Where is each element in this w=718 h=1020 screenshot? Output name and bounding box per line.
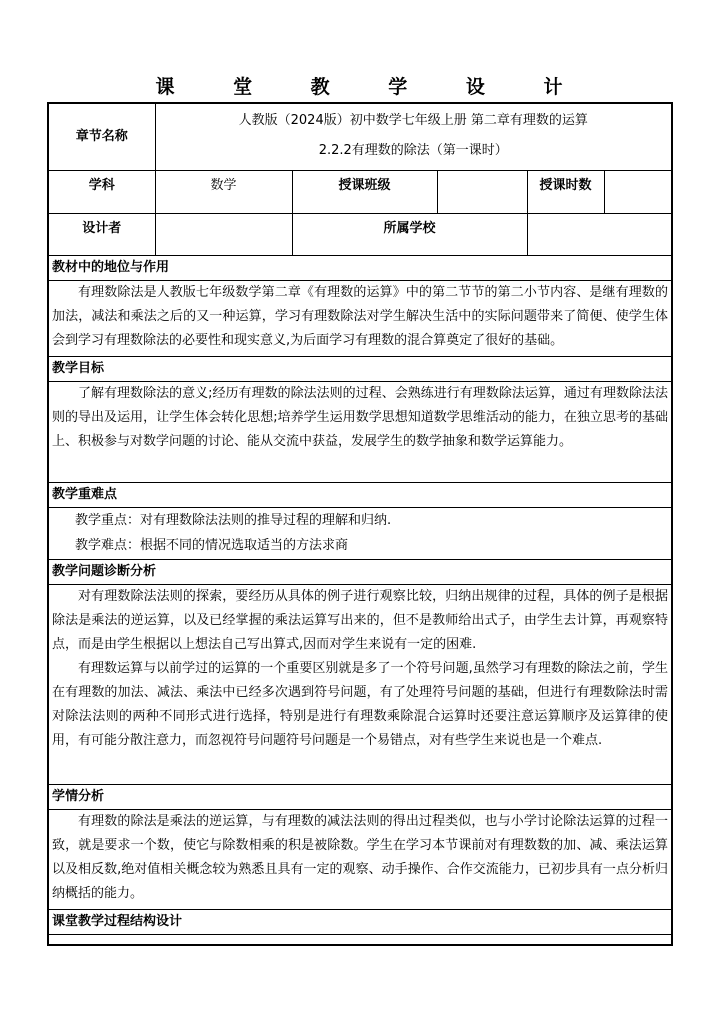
- position-text: 有理数除法是人教版七年级数学第二章《有理数的运算》中的第二节节的第二小节内容、是继有理数的加法，减法和乘法之后的又一种运算，学习有理数除法对学生解决生活中的实际问题带来了简便、使学生体会到学习有理数除法的必要性和现实意义,为后面学习有理数的混合算奠定了很好的基础。: [48, 280, 672, 356]
- document-title: 课 堂 教 学 设 计: [155, 76, 589, 98]
- subject-value: 数学: [155, 170, 292, 213]
- teaching-difficulty: 教学难点：根据不同的情况选取适当的方法求商: [75, 537, 349, 553]
- section-heading-key-points: 教学重难点: [48, 482, 672, 507]
- time-value: [604, 170, 672, 213]
- diagnosis-para-1: 对有理数除法法则的探索，要经历从具体的例子进行观察比较，归纳出规律的过程，具体的例子是根据除法是乘法的逆运算，以及已经掌握的乘法运算写出来的，但不是教师给出式子，由学生去计算，再观察特点，而是由学生根据以上想法自己写出算式,因而对学生来说有一定的困难.: [52, 588, 669, 652]
- chapter-value: [155, 103, 672, 170]
- section-heading-goals: 教学目标: [48, 356, 672, 381]
- key-points-content: [48, 507, 672, 559]
- teaching-focus: 教学重点：对有理数除法法则的推导过程的理解和归纳.: [75, 512, 392, 528]
- chapter-label: 章节名称: [48, 103, 155, 170]
- section-heading-students: 学情分析: [48, 784, 672, 809]
- designer-value: [155, 213, 292, 255]
- process-content: [48, 934, 672, 945]
- section-heading-process: 课堂教学过程结构设计: [48, 909, 672, 934]
- school-value: [527, 213, 672, 255]
- diagnosis-content: [48, 584, 672, 784]
- class-label: 授课班级: [292, 170, 437, 213]
- students-text: 有理数的除法是乘法的逆运算，与有理数的减法法则的得出过程类似，也与小学讨论除法运算的过程一致，就是要求一个数，使它与除数相乘的积是被除数。学生在学习本节课前对有理数数的加、减、乘法运算以及相反数,绝对值相关概念较为熟悉且具有一定的观察、动手操作、合作交流能力，已初步具有一点分析归纳概括的能力。: [48, 809, 672, 909]
- subject-label: 学科: [48, 170, 155, 213]
- time-label: 授课时数: [527, 170, 604, 213]
- designer-label: 设计者: [48, 213, 155, 255]
- lesson-design-table: [47, 102, 673, 946]
- class-value: [437, 170, 527, 213]
- diagnosis-para-2: 有理数运算与以前学过的运算的一个重要区别就是多了一个符号问题,虽然学习有理数的除法之前，学生在有理数的加法、减法、乘法中已经多次遇到符号问题，有了处理符号问题的基础，但进行有理数除法时需对除法法则的两种不同形式进行选择，特别是进行有理数乘除混合运算时还要注意运算顺序及运算律的使用，有可能分散注意力，而忽视符号问题符号问题是一个易错点，对有些学生来说也是一个难点.: [52, 660, 669, 748]
- chapter-line-1: 人教版（2024版）初中数学七年级上册 第二章有理数的运算: [238, 113, 588, 128]
- school-label: 所属学校: [292, 213, 527, 255]
- goals-text: 了解有理数除法的意义;经历有理数的除法法则的过程、会熟练进行有理数除法运算，通过有理数除法法则的导出及运用，让学生体会转化思想;培养学生运用数学思想知道数学思维活动的能力，在独立思考的基础上、积极参与对数学问题的讨论、能从交流中获益，发展学生的数学抽象和数学运算能力。: [48, 381, 672, 482]
- section-heading-diagnosis: 教学问题诊断分析: [48, 559, 672, 584]
- chapter-line-2: 2.2.2有理数的除法（第一课时）: [318, 143, 508, 158]
- section-heading-position: 教材中的地位与作用: [48, 255, 672, 280]
